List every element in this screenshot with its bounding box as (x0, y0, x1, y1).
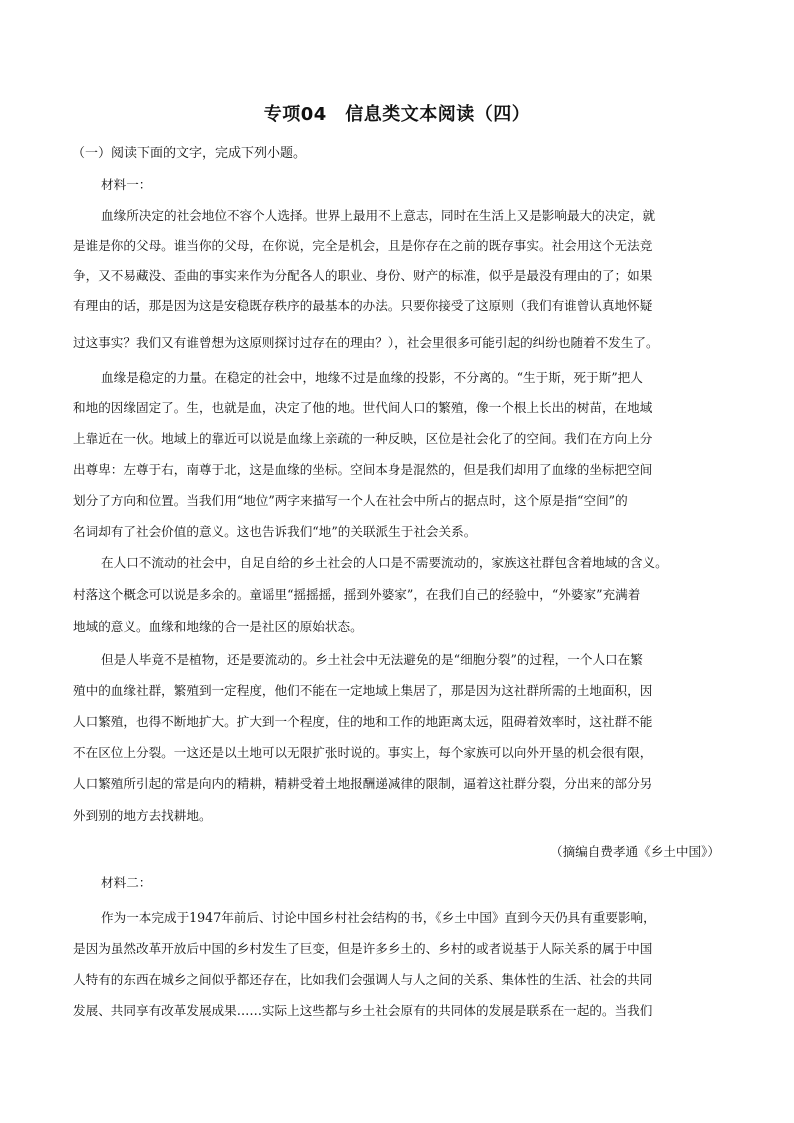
text-line: 但是人毕竟不是植物，还是要流动的。乡土社会中无法避免的是“细胞分裂”的过程，一个人口在繁 (101, 652, 643, 667)
text-line: 作为一本完成于1947年前后、讨论中国乡村社会结构的书，《乡土中国》直到今天仍具有重要影响， (101, 910, 656, 925)
text-line: 是因为虽然改革开放后中国的乡村发生了巨变，但是许多乡土的、乡村的或者说基于人际关系的属于中国 (73, 941, 653, 956)
text-line: 过这事实？我们又有谁曾想为这原则探讨过存在的理由？），社会里很多可能引起的纠纷也随着不发生了。 (73, 335, 659, 350)
text-line: 人特有的东西在城乡之间似乎都还存在，比如我们会强调人与人之间的关系、集体性的生活、社会的共同 (73, 972, 653, 987)
text-line: 村落这个概念可以说是多余的。童谣里“摇摇摇，摇到外婆家”，在我们自己的经验中，“外婆家”充满着 (73, 587, 641, 602)
text-line: 地域的意义。血缘和地缘的合一是社区的原始状态。 (73, 619, 363, 634)
text-line: 血缘是稳定的力量。在稳定的社会中，地缘不过是血缘的投影，不分离的。“生于斯，死于斯”把人 (101, 370, 643, 385)
text-line: 划分了方向和位置。当我们用“地位”两字来描写一个人在社会中所占的据点时，这个原是指“空间”的 (73, 493, 628, 508)
page-title: 专项04 信息类文本阅读（四） (263, 104, 531, 125)
text-line: 是谁是你的父母。谁当你的父母，在你说，完全是机会，且是你存在之前的既存事实。社会用这个无法竞 (73, 238, 653, 253)
question-instruction: （一）阅读下面的文字，完成下列小题。 (72, 146, 307, 161)
text-line: 在人口不流动的社会中，自足自给的乡土社会的人口是不需要流动的，家族这社群包含着地域的含义。 (101, 555, 668, 570)
text-line: 名词却有了社会价值的意义。这也告诉我们“地”的关联派生于社会关系。 (73, 524, 477, 539)
material-one-label: 材料一： (101, 177, 152, 192)
text-line: 殖中的血缘社群，繁殖到一定程度，他们不能在一定地域上集居了，那是因为这社群所需的土地面积，因 (73, 683, 653, 698)
material-two-label: 材料二： (101, 875, 152, 890)
text-line: 外到别的地方去找耕地。 (73, 808, 212, 823)
text-line: 发展、共同享有改革发展成果……实际上这些都与乡土社会原有的共同体的发展是联系在一起的。当我们 (73, 1003, 653, 1018)
text-line: 和地的因缘固定了。生，也就是血，决定了他的地。世代间人口的繁殖，像一个根上长出的树苗，在地域 (73, 400, 653, 415)
text-line: 人口繁殖，也得不断地扩大。扩大到一个程度，住的地和工作的地距离太远，阻碍着效率时，这社群不能 (73, 714, 653, 729)
text-line: 人口繁殖所引起的常是向内的精耕，精耕受着土地报酬递减律的限制，逼着这社群分裂，分出来的部分另 (73, 776, 653, 791)
text-line: 血缘所决定的社会地位不容个人选择。世界上最用不上意志，同时在生活上又是影响最大的决定，就 (101, 208, 656, 223)
source-citation: （摘编自费孝通《乡土中国》） (549, 844, 720, 859)
text-line: 不在区位上分裂。一这还是以土地可以无限扩张时说的。事实上，每个家族可以向外开垦的机会很有限， (73, 745, 653, 760)
text-line: 出尊卑：左尊于右，南尊于北，这是血缘的坐标。空间本身是混然的，但是我们却用了血缘的坐标把空间 (73, 462, 653, 477)
text-line: 争，又不易藏没、歪曲的事实来作为分配各人的职业、身份、财产的标准，似乎是最没有理由的了；如果 (73, 268, 653, 283)
text-line: 上靠近在一伙。地域上的靠近可以说是血缘上亲疏的一种反映，区位是社会化了的空间。我们在方向上分 (73, 431, 653, 446)
text-line: 有理由的话，那是因为这是安稳既存秩序的最基本的办法。只要你接受了这原则（我们有谁曾认真地怀疑 (73, 298, 653, 313)
